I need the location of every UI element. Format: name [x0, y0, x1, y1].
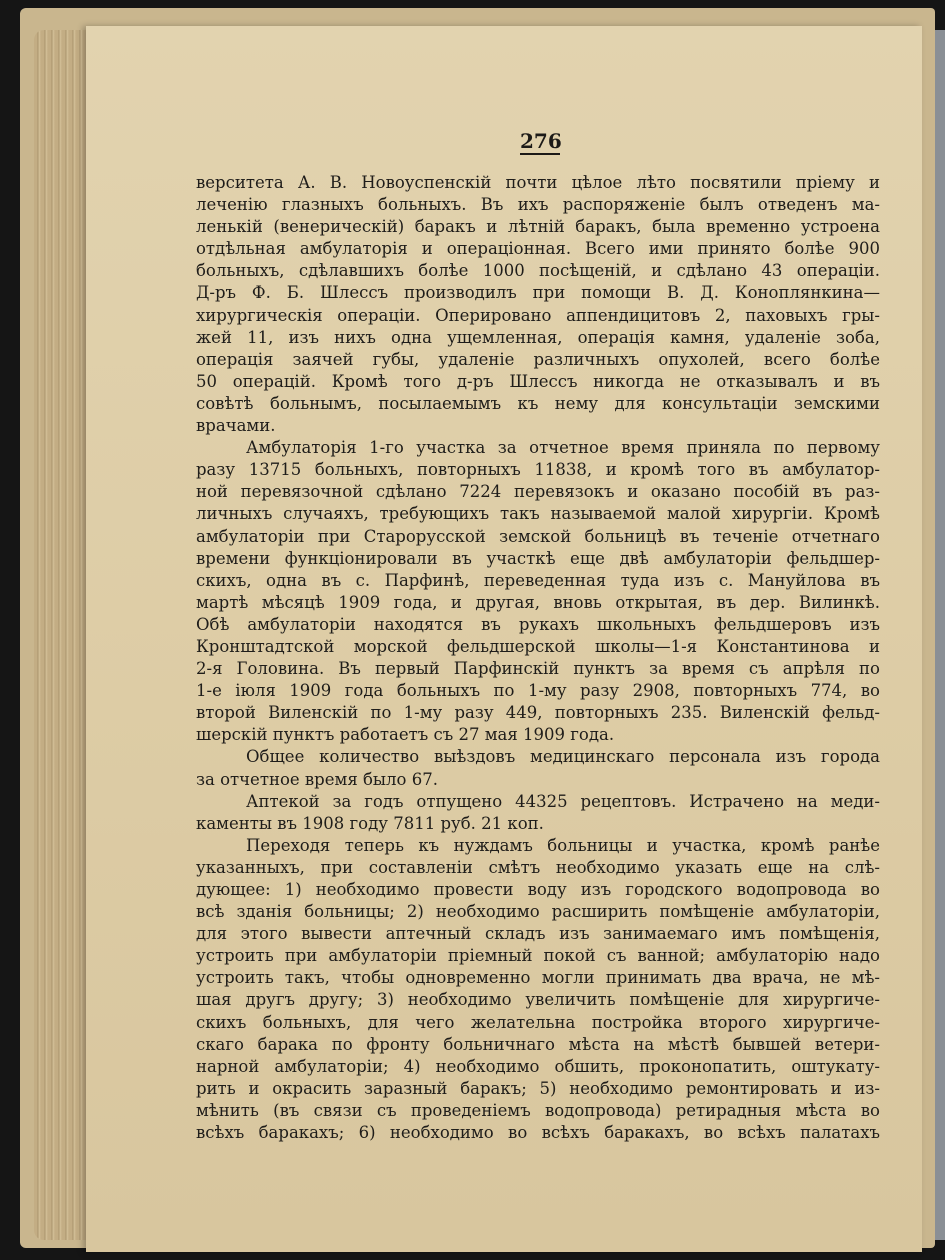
text-line: врачами.: [196, 416, 276, 436]
text-line: разу 13715 больныхъ, повторныхъ 11838, и кромѣ того въ амбулатор-: [196, 460, 880, 480]
text-line: Кронштадтской морской фельдшерской школы—1-я Константинова и: [196, 636, 880, 656]
text-line: всѣ зданія больницы; 2) необходимо расширить помѣщеніе амбулаторіи,: [196, 902, 880, 922]
text-line: операція заячей губы, удаленіе различныхъ опухолей, всего болѣе: [196, 349, 880, 369]
text-line: 2-я Головина. Въ первый Парфинскій пунктъ за время съ апрѣля по: [196, 659, 880, 679]
paragraph-start: Амбулаторія 1-го участка за отчетное время приняла по первому: [246, 438, 880, 458]
text-line: верситета А. В. Новоуспенскій почти цѣлое лѣто посвятили пріему и: [196, 173, 880, 192]
text-line: за отчетное время было 67.: [196, 769, 438, 789]
text-line: ленькій (венерическій) баракъ и лѣтній баракъ, была временно устроена: [196, 217, 880, 237]
text-line: Д-ръ Ф. Б. Шлессъ производилъ при помощи В. Д. Коноплянкина—: [196, 283, 880, 303]
text-line: 1-е іюля 1909 года больныхъ по 1-му разу 2908, повторныхъ 774, во: [196, 681, 880, 701]
paragraph-start: Переходя теперь къ нуждамъ больницы и участка, кромѣ ранѣе: [246, 835, 880, 855]
paragraph-start: Общее количество выѣздовъ медицинскаго персонала изъ города: [246, 747, 880, 767]
text-line: нарной амбулаторіи; 4) необходимо обшить, проконопатить, оштукату-: [196, 1056, 880, 1076]
text-line: Обѣ амбулаторіи находятся въ рукахъ школьныхъ фельдшеровъ изъ: [196, 614, 880, 634]
text-line: леченію глазныхъ больныхъ. Въ ихъ распоряженіе былъ отведенъ ма-: [196, 195, 880, 215]
text-line: времени функціонировали въ участкѣ еще двѣ амбулаторіи фельдшер-: [196, 548, 880, 568]
text-line: устроить такъ, чтобы одновременно могли принимать два врача, не мѣ-: [196, 968, 880, 988]
text-line: дующее: 1) необходимо провести воду изъ городского водопровода во: [196, 880, 880, 899]
page-number: 276: [520, 129, 562, 153]
text-line: второй Виленскій по 1-му разу 449, повторныхъ 235. Виленскій фельд-: [196, 703, 880, 723]
text-line: всѣхъ баракахъ; 6) необходимо во всѣхъ баракахъ, во всѣхъ палатахъ: [196, 1123, 880, 1143]
text-line: совѣтѣ больнымъ, посылаемымъ къ нему для консультаціи земскими: [196, 393, 880, 413]
paragraph-start: Аптекой за годъ отпущено 44325 рецептовъ. Истрачено на меди-: [246, 791, 880, 811]
text-line: устроить при амбулаторіи пріемный покой съ ванной; амбулаторію надо: [196, 946, 880, 966]
text-line: скихъ больныхъ, для чего желательна постройка второго хирургиче-: [196, 1012, 880, 1032]
text-line: жей 11, изъ нихъ одна ущемленная, операція камня, удаленіе зоба,: [196, 327, 880, 347]
text-line: рить и окрасить заразный баракъ; 5) необходимо ремонтировать и из-: [196, 1078, 880, 1098]
text-line: больныхъ, сдѣлавшихъ болѣе 1000 посѣщеній, и сдѣлано 43 операціи.: [196, 261, 880, 281]
text-line: личныхъ случаяхъ, требующихъ такъ называемой малой хирургіи. Кромѣ: [196, 504, 880, 524]
text-line: мѣнить (въ связи съ проведеніемъ водопровода) ретирадныя мѣста во: [196, 1100, 880, 1120]
text-line: хирургическія операціи. Оперировано аппендицитовъ 2, паховыхъ гры-: [196, 305, 880, 325]
text-line: 50 операцій. Кромѣ того д-ръ Шлессъ никогда не отказывалъ и въ: [196, 371, 880, 391]
page-edges: [34, 30, 86, 1240]
text-line: мартѣ мѣсяцѣ 1909 года, и другая, вновь открытая, въ дер. Вилинкѣ.: [196, 592, 880, 612]
text-line: скаго барака по фронту больничнаго мѣста на мѣстѣ бывшей ветери-: [196, 1034, 880, 1054]
text-line: ной перевязочной сдѣлано 7224 перевязокъ и оказано пособій въ раз-: [196, 482, 880, 502]
text-line: для этого вывести аптечный складъ изъ занимаемаго имъ помѣщенія,: [196, 924, 880, 944]
text-line: амбулаторіи при Старорусской земской больницѣ въ теченіе отчетнаго: [196, 526, 880, 546]
body-text: [196, 172, 880, 1144]
text-line: шая другъ другу; 3) необходимо увеличить помѣщеніе для хирургиче-: [196, 990, 880, 1010]
text-line: указанныхъ, при составленіи смѣтъ необходимо указать еще на слѣ-: [196, 857, 880, 877]
text-line: отдѣльная амбулаторія и операціонная. Всего ими принято болѣе 900: [196, 239, 880, 259]
text-line: шерскій пунктъ работаетъ съ 27 мая 1909 года.: [196, 725, 615, 745]
text-line: каменты въ 1908 году 7811 руб. 21 коп.: [196, 813, 544, 833]
text-line: скихъ, одна въ с. Парфинѣ, переведенная туда изъ с. Мануйлова въ: [196, 570, 880, 590]
